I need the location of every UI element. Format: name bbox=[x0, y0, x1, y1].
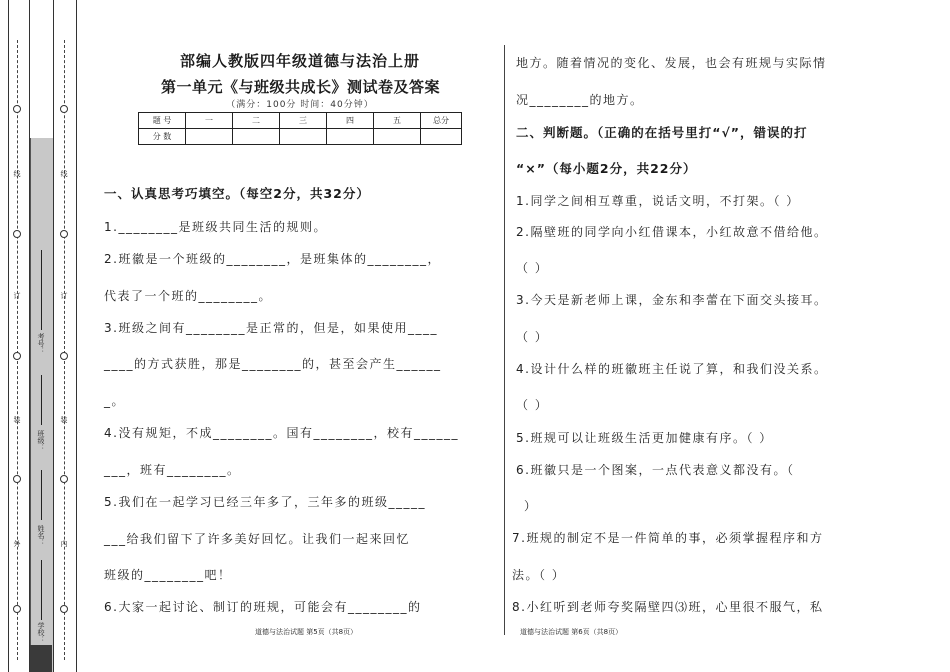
binding-hole-icon bbox=[13, 352, 21, 360]
question-line: 班级的________吧！ bbox=[104, 568, 232, 582]
exam-subtitle: （满分：100分 时间：40分钟） bbox=[226, 100, 374, 110]
page-footer-left: 道德与法治试题 第5页（共8页） bbox=[255, 628, 358, 636]
score-input-cell[interactable] bbox=[374, 129, 421, 145]
question-line: 2.班徽是一个班级的________，是班集体的________， bbox=[104, 252, 441, 266]
school-blank[interactable] bbox=[41, 560, 42, 620]
question-line: 3.班级之间有________是正常的，但是，如果使用____ bbox=[104, 321, 438, 335]
answer-bracket: （ ） bbox=[516, 330, 549, 344]
binding-hole-icon bbox=[13, 475, 21, 483]
question-line: 5.我们在一起学习已经三年多了，三年多的班级_____ bbox=[104, 495, 426, 509]
question-line: 1.同学之间相互尊重，说话文明，不打架。（ ） bbox=[516, 194, 800, 208]
question-line: 6.班徽只是一个图案，一点代表意义都没有。（ bbox=[516, 463, 795, 477]
score-input-cell[interactable] bbox=[186, 129, 233, 145]
question-line: 2.隔壁班的同学向小红借课本，小红故意不借给他。 bbox=[516, 225, 828, 239]
binding-dark-block bbox=[30, 645, 52, 672]
name-blank[interactable] bbox=[41, 470, 42, 520]
question-line: 4.没有规矩，不成________。国有________，校有______ bbox=[104, 426, 459, 440]
cut-mark-staple: 订 bbox=[60, 292, 68, 299]
score-cell: 三 bbox=[280, 113, 327, 129]
cut-mark-inner: 内 bbox=[60, 540, 68, 547]
binding-strip-outer bbox=[8, 0, 30, 672]
binding-hole-icon bbox=[60, 352, 68, 360]
binding-strip-inner bbox=[53, 0, 77, 672]
cut-mark-bind: 装 bbox=[13, 416, 21, 423]
cut-mark-line: 线 bbox=[13, 170, 21, 177]
score-input-cell[interactable] bbox=[421, 129, 462, 145]
binding-hole-icon bbox=[60, 605, 68, 613]
question-line: 代表了一个班的________。 bbox=[104, 289, 273, 303]
question-line: 法。（ ） bbox=[512, 568, 566, 582]
score-cell: 四 bbox=[327, 113, 374, 129]
answer-bracket: （ ） bbox=[516, 261, 549, 275]
binding-hole-icon bbox=[13, 105, 21, 113]
column-divider bbox=[504, 45, 505, 635]
binding-hole-icon bbox=[60, 105, 68, 113]
score-cell: 五 bbox=[374, 113, 421, 129]
cut-mark-line: 线 bbox=[60, 170, 68, 177]
page-footer-right: 道德与法治试题 第6页（共8页） bbox=[520, 628, 623, 636]
question-line: 地方。随着情况的变化、发展，也会有班规与实际情 bbox=[516, 56, 827, 70]
question-line: 6.大家一起讨论、制订的班规，可能会有________的 bbox=[104, 600, 422, 614]
exam-number-blank[interactable] bbox=[41, 250, 42, 330]
outer-cut-line bbox=[17, 40, 18, 660]
question-line: ___，班有________。 bbox=[104, 463, 241, 477]
question-line: ___给我们留下了许多美好回忆。让我们一起来回忆 bbox=[104, 532, 411, 546]
binding-hole-icon bbox=[60, 475, 68, 483]
question-line: 5.班规可以让班级生活更加健康有序。（ ） bbox=[516, 431, 773, 445]
score-cell: 分 数 bbox=[139, 129, 186, 145]
inner-cut-line bbox=[64, 40, 65, 660]
score-cell: 题 号 bbox=[139, 113, 186, 129]
score-input-cell[interactable] bbox=[280, 129, 327, 145]
school-label: 学校： bbox=[37, 622, 45, 643]
score-cell: 总分 bbox=[421, 113, 462, 129]
binding-hole-icon bbox=[60, 230, 68, 238]
binding-hole-icon bbox=[13, 230, 21, 238]
score-table-score-row bbox=[139, 129, 462, 145]
exam-title: 部编人教版四年级道德与法治上册 bbox=[179, 52, 420, 70]
class-label: 班级： bbox=[37, 430, 45, 451]
section-2-heading-cont: “×”（每小题2分，共22分） bbox=[516, 161, 697, 176]
exam-number-label: 考号： bbox=[37, 333, 45, 354]
section-1-heading: 一、认真思考巧填空。（每空2分，共32分） bbox=[104, 186, 370, 201]
cut-mark-bind: 装 bbox=[60, 416, 68, 423]
unit-title: 第一单元《与班级共成长》测试卷及答案 bbox=[160, 78, 440, 96]
score-table bbox=[138, 112, 462, 145]
question-line: 7.班规的制定不是一件简单的事，必须掌握程序和方 bbox=[512, 531, 824, 545]
answer-bracket: ） bbox=[524, 499, 538, 513]
answer-bracket: （ ） bbox=[516, 398, 549, 412]
cut-mark-outer: 外 bbox=[13, 540, 21, 547]
score-input-cell[interactable] bbox=[233, 129, 280, 145]
question-line: 况________的地方。 bbox=[516, 93, 644, 107]
question-line: _。 bbox=[104, 394, 126, 408]
question-line: 8.小红听到老师夸奖隔壁四⑶班，心里很不服气，私 bbox=[512, 600, 824, 614]
question-line: 4.设计什么样的班徽班主任说了算，和我们没关系。 bbox=[516, 362, 828, 376]
name-label: 姓名： bbox=[37, 525, 45, 546]
binding-hole-icon bbox=[13, 605, 21, 613]
score-cell: 二 bbox=[233, 113, 280, 129]
question-line: ____的方式获胜，那是________的，甚至会产生______ bbox=[104, 357, 442, 371]
question-line: 3.今天是新老师上课，金东和李蕾在下面交头接耳。 bbox=[516, 293, 828, 307]
section-2-heading: 二、判断题。（正确的在括号里打“√”，错误的打 bbox=[516, 125, 808, 140]
question-line: 1.________是班级共同生活的规则。 bbox=[104, 220, 327, 234]
class-blank[interactable] bbox=[41, 375, 42, 425]
score-table-header-row bbox=[139, 113, 462, 129]
cut-mark-staple: 订 bbox=[13, 292, 21, 299]
score-cell: 一 bbox=[186, 113, 233, 129]
score-input-cell[interactable] bbox=[327, 129, 374, 145]
